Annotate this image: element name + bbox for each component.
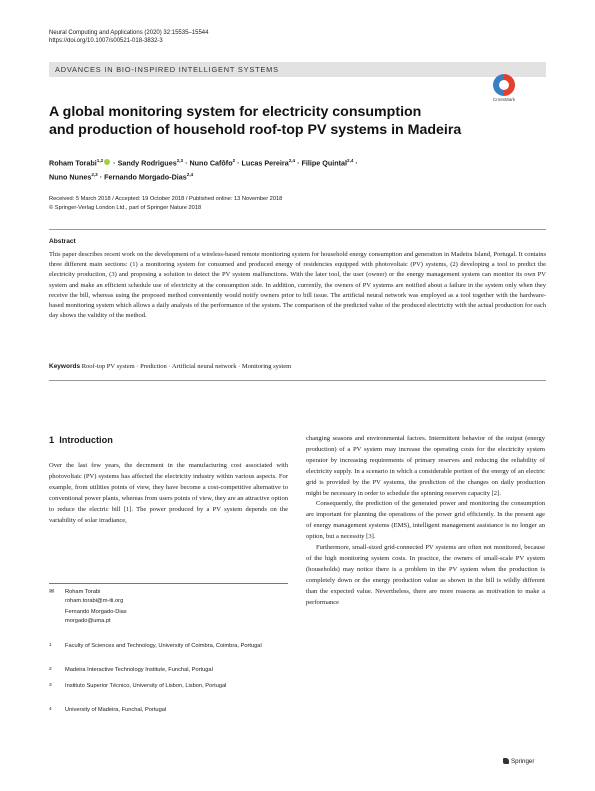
author-affiliation-ref: 1,2 xyxy=(96,158,104,163)
publisher-logo xyxy=(503,758,534,765)
left-column xyxy=(49,461,288,526)
section-heading-introduction xyxy=(49,435,113,445)
crossmark-label: CrossMark xyxy=(492,97,516,102)
title-line-2: and production of household roof-top PV systems in Madeira xyxy=(49,122,462,138)
affiliation-text: Faculty of Sciences and Technology, University of Coimbra, Coimbra, Portugal xyxy=(65,643,262,649)
author-affiliation-ref: 2,4 xyxy=(288,158,296,163)
abstract-heading: Abstract xyxy=(49,238,76,245)
author-name[interactable]: Nuno Nunes xyxy=(49,172,92,182)
affiliation-item xyxy=(49,682,288,691)
correspondence-email[interactable]: morgado@uma.pt xyxy=(65,617,111,624)
abstract-text: This paper describes recent work on the development of a wireless-based remote monitoring system for household energy consumption and generation in Madeira Island, Portugal. It contains three different main sections: (1) a monitoring system for consumed and produced energy of residencies equipped with photovoltaic (PV) systems, (2) developing a tool to predict the electricity production, (3) and proposing a solution to detect the PV system malfunctions. With the later tool, the user (owner) or the energy management system can monitor its own PV system and make an efficient schedule use of electricity at the consumption side. In addition, currently, the owners of PV systems are notified about a failure in the system only when they receive the bill, whereas using the proposed method conveniently would notify owners prior to bill issue. The artificial neural network was employed as a tool together with the hardware-based monitoring system which allows a daily analysis of the performance of the system. The comparison of the predicted value of the produced electricity with the actual production for each day shows the validity of the method. xyxy=(49,251,546,320)
author-name[interactable]: Nuno Cafôfo xyxy=(189,158,233,168)
affiliation-item xyxy=(49,642,288,651)
author-affiliation-ref: 2,4 xyxy=(347,158,354,163)
body-paragraph: Over the last few years, the decrement in the manufacturing cost associated with photovoltaic (PV) systems has affected the electricity industry within various aspects. For example, from utilities points of view, they have become a cost-competitive alternative to conventional power plants, whereas from users points of view, they are an attractive option to reduce the electric bill [1]. The power produced by a PV system depends on the variability of solar irradiance, xyxy=(49,462,288,524)
author-name[interactable]: Lucas Pereira xyxy=(241,158,289,168)
affiliation-text: Madeira Interactive Technology Institute, Funchal, Portugal xyxy=(65,667,213,673)
correspondence-block xyxy=(49,588,288,625)
correspondence-email[interactable]: roham.torabi@m-iti.org xyxy=(65,597,124,604)
divider-bottom xyxy=(49,380,546,381)
affiliation-item xyxy=(49,706,288,715)
affiliation-number: 2 xyxy=(49,667,52,672)
doi-link[interactable]: https://doi.org/10.1007/s00521-018-3832-3 xyxy=(49,38,163,44)
correspondence-name: Fernando Morgado-Dias xyxy=(65,609,127,616)
springer-horse-icon xyxy=(503,758,509,764)
publication-dates xyxy=(49,195,282,212)
keywords-label: Keywords xyxy=(49,363,81,370)
section-title: Introduction xyxy=(59,435,113,445)
body-paragraph: Consequently, the prediction of the generated power and monitoring the consumption are important for planning the operations of the power grid efficiently. In the present age of energy management systems (EMS), intelligent management assistance is no longer an option, but a necessity [3]. xyxy=(306,500,545,541)
series-banner: ADVANCES IN BIO-INSPIRED INTELLIGENT SYSTEMS xyxy=(49,62,546,77)
keywords-list: Roof-top PV system · Prediction · Artificial neural network · Monitoring system xyxy=(81,363,292,370)
body-paragraph: changing seasons and environmental factors. Intermittent behavior of the output (energy production) of a PV system may increase the operating costs for the electricity system operator by increasing requirements of primary reserves and reducing the reliability of electricity supply. In a scenario in which a considerable portion of the energy of an electric grid is provided by the PV systems, the prediction of the changes on daily production might be necessary in order to schedule the spinning reserves capacity [2]. xyxy=(306,435,545,497)
affiliation-text: University of Madeira, Funchal, Portugal xyxy=(65,707,167,713)
author-name[interactable]: Fernando Morgado-Dias xyxy=(104,172,187,182)
envelope-icon: ✉ xyxy=(49,589,55,595)
author-list: Roham Torabi$^{1,2}$ · Sandy Rodrigues$^{2,3}$ · Nuno Cafôfo$^2$ · Lucas Pereira$^{2,4}$ · Filipe Quintal$^{2,4}$ · Nuno Nunes$^{2,3}$ · Fernando Morgado-Dias$^{2,4}$ xyxy=(49,158,358,182)
author-name[interactable]: Sandy Rodrigues xyxy=(117,158,177,168)
paper-title xyxy=(49,103,529,139)
crossmark-icon xyxy=(493,74,515,96)
journal-reference: Neural Computing and Applications (2020) 32:15535–15544 xyxy=(49,30,209,36)
author-affiliation-ref: 2,3 xyxy=(91,172,98,178)
author-affiliation-ref: 2,3 xyxy=(176,158,184,163)
author-name[interactable]: Roham Torabi xyxy=(49,158,97,168)
section-number: 1 xyxy=(49,435,55,445)
affiliation-item xyxy=(49,666,288,675)
publisher-name: Springer xyxy=(511,758,535,765)
right-column xyxy=(306,434,545,609)
title-line-1: A global monitoring system for electricity consumption xyxy=(49,104,422,120)
keywords xyxy=(49,362,546,371)
crossmark-badge[interactable] xyxy=(485,74,523,102)
affiliation-number: 3 xyxy=(49,683,52,688)
affiliation-number: 4 xyxy=(49,707,52,712)
author-affiliation-ref: 2,4 xyxy=(186,172,194,178)
correspondence-name: Roham Torabi xyxy=(65,589,101,595)
orcid-icon[interactable] xyxy=(104,159,110,165)
affiliation-number: 1 xyxy=(49,643,52,648)
author-affiliation-ref: 2 xyxy=(232,158,236,163)
body-paragraph: Furthermore, small-sized grid-connected PV systems are often not monitored, because of the high monitoring system costs. In practice, the owners of small-scale PV system (households) may notice there is a problem in the PV system when the production is completely down or the energy production value as shown in the bill is wildly different than the expected value. Nevertheless, there are more reasons as motivation to make a performance xyxy=(306,544,545,606)
copyright-notice: © Springer-Verlag London Ltd., part of Springer Nature 2018 xyxy=(49,204,202,211)
author-name[interactable]: Filipe Quintal xyxy=(301,158,348,168)
journal-citation xyxy=(49,29,208,45)
divider-top xyxy=(49,229,546,230)
affiliation-text: Instituto Superior Técnico, University of Lisbon, Lisbon, Portugal xyxy=(65,683,227,689)
footnote-divider xyxy=(49,583,288,584)
received-accepted-dates: Received: 5 March 2018 / Accepted: 19 October 2018 / Published online: 13 November 2018 xyxy=(49,196,283,202)
